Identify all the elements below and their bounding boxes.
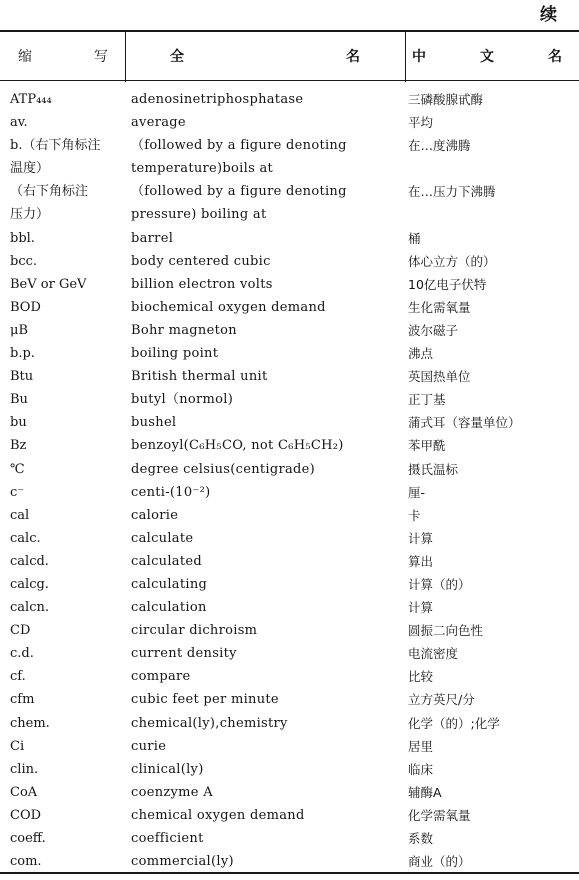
full-name-cell: cubic feet per minute [131, 692, 279, 708]
table-row [0, 388, 579, 411]
abbreviation-cell: Ci [10, 738, 25, 754]
chinese-name-cell: 居里 [408, 738, 434, 754]
full-name-cell: centi-(10⁻²) [131, 484, 211, 500]
chinese-name-cell: 摄氏温标 [408, 461, 459, 477]
table-row [0, 504, 579, 527]
abbreviation-cell: cf. [10, 669, 26, 685]
chinese-name-cell: 正丁基 [408, 392, 446, 408]
table-row [0, 134, 579, 157]
full-name-cell: British thermal unit [131, 369, 268, 385]
full-name-cell: butyl（normol) [131, 392, 234, 408]
full-name-cell: pressure) boiling at [131, 207, 267, 223]
full-name-cell: compare [131, 669, 191, 685]
chinese-name-cell: 在…度沸腾 [408, 138, 471, 154]
abbreviation-cell: ℃ [10, 461, 25, 477]
full-name-cell: Bohr magneton [131, 322, 237, 338]
table-row [0, 227, 579, 250]
abbreviation-cell: Bu [10, 392, 28, 408]
chinese-name-cell: 系数 [408, 831, 434, 846]
chinese-name-cell: 在…压力下沸腾 [408, 184, 496, 200]
chinese-name-cell: 苯甲酰 [408, 438, 446, 454]
table-row [0, 619, 579, 642]
abbreviation-cell: Btu [10, 369, 34, 385]
full-name-cell: calculating [131, 576, 208, 592]
abbreviation-cell: 温度） [10, 161, 50, 177]
chinese-name-cell: 计算 [408, 600, 434, 616]
abbreviation-cell: BeV or GeV [10, 276, 87, 292]
full-name-cell: calculation [131, 600, 207, 616]
abbreviation-cell: c⁻ [10, 484, 25, 500]
full-name-cell: clinical(ly) [131, 761, 204, 777]
chinese-name-cell: 波尔磁子 [408, 322, 459, 338]
chinese-name-cell: 沸点 [408, 346, 434, 362]
chinese-name-cell: 体心立方（的） [408, 253, 496, 269]
full-name-cell: curie [131, 738, 167, 754]
table-row [0, 827, 579, 850]
abbreviation-cell: calcn. [10, 600, 49, 616]
full-name-cell: body centered cubic [131, 253, 271, 269]
table-row [0, 434, 579, 457]
full-name-cell: calorie [131, 507, 179, 523]
abbreviation-cell: CoA [10, 784, 38, 800]
abbreviation-cell: bcc. [10, 253, 38, 269]
continuation-mark: 续 [540, 5, 557, 25]
table-bottom-rule [0, 872, 579, 874]
chinese-name-cell: 比较 [408, 669, 434, 685]
abbreviation-cell: Bz [10, 438, 27, 454]
chinese-name-cell: 计算（的） [408, 576, 471, 592]
abbreviation-cell: BOD [10, 299, 41, 315]
full-name-cell: bushel [131, 415, 177, 431]
full-name-cell: barrel [131, 230, 174, 246]
full-name-cell: biochemical oxygen demand [131, 299, 326, 315]
full-name-cell: calculated [131, 553, 202, 569]
abbreviation-cell: ATP₄₄₄ [10, 92, 52, 107]
table-row [0, 342, 579, 365]
full-name-cell: boiling point [131, 346, 219, 362]
chinese-name-cell: 立方英尺/分 [408, 692, 475, 708]
column-divider [405, 32, 406, 82]
table-row [0, 804, 579, 827]
full-name-cell: adenosinetriphosphatase [131, 92, 304, 107]
table-row [0, 180, 579, 203]
chinese-name-cell: 英国热单位 [408, 369, 471, 385]
table-row [0, 411, 579, 434]
chinese-name-cell: 化学需氧量 [408, 807, 471, 823]
abbreviation-cell: calcg. [10, 576, 49, 592]
full-name-cell: current density [131, 646, 237, 662]
header-chinese-name: 中 文 名 [412, 49, 562, 65]
table-row [0, 319, 579, 342]
full-name-cell: billion electron volts [131, 276, 273, 292]
abbreviation-cell: COD [10, 807, 42, 823]
table-row [0, 365, 579, 388]
table-row [0, 850, 579, 873]
chinese-name-cell: 化学（的）;化学 [408, 715, 500, 731]
table-row [0, 758, 579, 781]
chinese-name-cell: 卡 [408, 507, 421, 523]
table-row [0, 88, 579, 111]
table-row [0, 735, 579, 758]
full-name-cell: circular dichroism [131, 623, 258, 639]
abbreviation-cell: cal [10, 507, 30, 523]
chinese-name-cell: 商业（的） [408, 854, 471, 870]
full-name-cell: chemical(ly),chemistry [131, 715, 288, 731]
table-row [0, 573, 579, 596]
table-body [0, 88, 579, 873]
chinese-name-cell: 生化需氧量 [408, 299, 471, 315]
chinese-name-cell: 平均 [408, 115, 434, 131]
table-row [0, 157, 579, 180]
table-row [0, 665, 579, 688]
abbreviation-cell: bbl. [10, 230, 35, 246]
chinese-name-cell: 计算 [408, 530, 434, 546]
full-name-cell: commercial(ly) [131, 854, 234, 870]
table-row [0, 481, 579, 504]
chinese-name-cell: 蒲式耳（容量单位） [408, 415, 521, 431]
full-name-cell: benzoyl(C₆H₅CO, not C₆H₅CH₂) [131, 438, 344, 454]
table-row [0, 642, 579, 665]
abbreviation-cell: chem. [10, 715, 50, 731]
full-name-cell: （followed by a figure denoting [131, 138, 347, 154]
table-row [0, 250, 579, 273]
full-name-cell: chemical oxygen demand [131, 807, 305, 823]
chinese-name-cell: 算出 [408, 553, 434, 569]
table-row [0, 712, 579, 735]
abbreviation-cell: bu [10, 415, 27, 431]
chinese-name-cell: 辅酶A [408, 784, 442, 800]
abbreviation-cell: μB [10, 322, 29, 338]
chinese-name-cell: 桶 [408, 230, 421, 246]
chinese-name-cell: 电流密度 [408, 646, 459, 662]
full-name-cell: average [131, 115, 186, 131]
abbreviation-cell: b.（右下角标注 [10, 138, 101, 154]
header-full-name: 全 名 [170, 49, 360, 65]
table-row [0, 596, 579, 619]
chinese-name-cell: 10亿电子伏特 [408, 276, 487, 292]
abbreviation-cell: c.d. [10, 646, 34, 662]
full-name-cell: degree celsius(centigrade) [131, 461, 316, 477]
chinese-name-cell: 厘- [408, 484, 426, 500]
abbreviation-cell: av. [10, 115, 28, 131]
header-abbreviation: 缩 写 [18, 49, 108, 65]
table-row [0, 296, 579, 319]
full-name-cell: coenzyme A [131, 784, 213, 800]
abbreviation-cell: com. [10, 854, 42, 870]
column-divider [125, 32, 126, 82]
abbreviation-cell: cfm [10, 692, 35, 708]
full-name-cell: coefficient [131, 831, 204, 846]
table-row [0, 550, 579, 573]
table-row [0, 111, 579, 134]
abbreviation-cell: calc. [10, 530, 41, 546]
table-row [0, 458, 579, 481]
abbreviation-cell: clin. [10, 761, 39, 777]
abbreviation-cell: 压力） [10, 207, 50, 223]
table-row [0, 781, 579, 804]
table-header [0, 32, 579, 81]
full-name-cell: calculate [131, 530, 194, 546]
abbreviation-cell: calcd. [10, 553, 49, 569]
full-name-cell: temperature)boils at [131, 161, 274, 177]
abbreviation-cell: （右下角标注 [10, 184, 89, 200]
chinese-name-cell: 临床 [408, 761, 434, 777]
chinese-name-cell: 三磷酸腺甙酶 [408, 92, 484, 107]
chinese-name-cell: 圆振二向色性 [408, 623, 484, 639]
full-name-cell: （followed by a figure denoting [131, 184, 347, 200]
table-row [0, 688, 579, 711]
abbreviation-cell: CD [10, 623, 31, 639]
table-row [0, 273, 579, 296]
table-row [0, 527, 579, 550]
abbreviation-cell: b.p. [10, 346, 35, 362]
table-row [0, 203, 579, 226]
abbreviation-cell: coeff. [10, 831, 46, 846]
